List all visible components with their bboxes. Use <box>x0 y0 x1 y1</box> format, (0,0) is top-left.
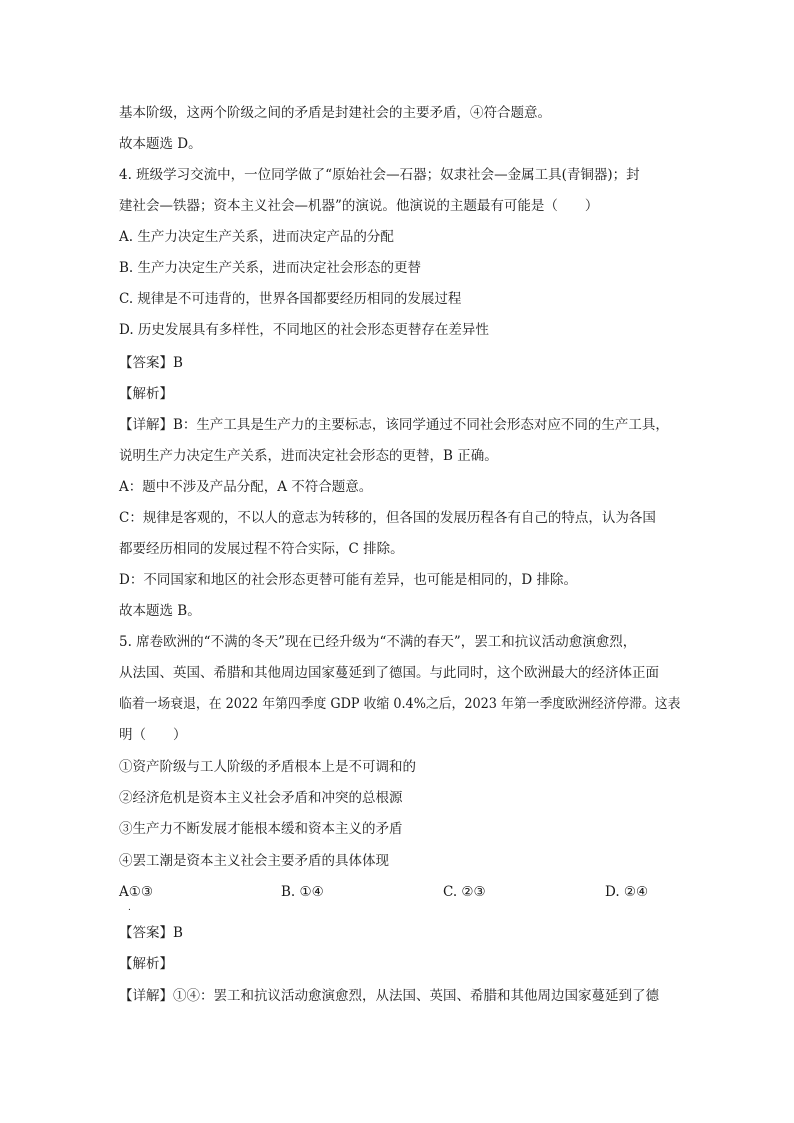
question-5-stem: 临着一场衰退，在 2022 年第四季度 GDP 收缩 0.4%之后，2023 年第一季度欧洲经济停滞。这表 <box>119 696 681 712</box>
option-c: C. 规律是不可违背的，世界各国都要经历相同的发展过程 <box>119 291 462 307</box>
answer-label: 【答案】B <box>119 925 183 941</box>
analysis-label: 【解析】 <box>119 386 173 402</box>
stray-mark: . <box>128 903 131 913</box>
statement-1: ①资产阶级与工人阶级的矛盾根本上是不可调和的 <box>119 759 416 775</box>
text-line: 故本题选 D。 <box>119 136 202 152</box>
explanation-line: 【详解】B：生产工具是生产力的主要标志，该同学通过不同社会形态对应不同的生产工具， <box>119 417 669 433</box>
conclusion-line: 故本题选 B。 <box>119 603 201 619</box>
answer-label: 【答案】B <box>119 355 183 371</box>
question-5-stem: 明（ ） <box>119 727 187 743</box>
explanation-line: C：规律是客观的，不以人的意志为转移的，但各国的发展历程各有自己的特点，认为各国 <box>119 510 656 526</box>
question-5-stem: 从法国、英国、希腊和其他周边国家蔓延到了德国。与此同时，这个欧洲最大的经济体正面 <box>119 665 659 681</box>
explanation-line: A：题中不涉及产品分配，A 不符合题意。 <box>119 479 373 495</box>
explanation-line: 【详解】①④：罢工和抗议活动愈演愈烈，从法国、英国、希腊和其他周边国家蔓延到了德 <box>119 988 659 1004</box>
question-5-stem: 5. 席卷欧洲的“不满的冬天”现在已经升级为“不满的春天”，罢工和抗议活动愈演愈烈， <box>119 634 637 650</box>
option-d: D. 历史发展具有多样性，不同地区的社会形态更替存在差异性 <box>119 322 489 338</box>
text-line: 基本阶级，这两个阶级之间的矛盾是封建社会的主要矛盾，④符合题意。 <box>119 105 551 121</box>
question-4-stem: 4. 班级学习交流中，一位同学做了“原始社会—石器；奴隶社会—金属工具(青铜器)；封 <box>119 167 640 183</box>
option-a: A. 生产力决定生产关系，进而决定产品的分配 <box>119 229 394 245</box>
option-b: B. 生产力决定生产关系，进而决定社会形态的更替 <box>119 260 422 276</box>
statement-3: ③生产力不断发展才能根本缓和资本主义的矛盾 <box>119 821 403 837</box>
choice-a: A①③ <box>119 884 153 900</box>
analysis-label: 【解析】 <box>119 956 173 972</box>
question-4-stem: 建社会—铁器；资本主义社会—机器”的演说。他演说的主题最有可能是（ ） <box>119 198 599 214</box>
choice-b: B. ①④ <box>281 884 324 900</box>
choice-d: D. ②④ <box>605 884 649 900</box>
explanation-line: D：不同国家和地区的社会形态更替可能有差异，也可能是相同的，D 排除。 <box>119 572 577 588</box>
statement-4: ④罢工潮是资本主义社会主要矛盾的具体体现 <box>119 853 389 869</box>
explanation-line: 说明生产力决定生产关系，进而决定社会形态的更替，B 正确。 <box>119 448 498 464</box>
statement-2: ②经济危机是资本主义社会矛盾和冲突的总根源 <box>119 790 403 806</box>
choice-c: C. ②③ <box>443 884 486 900</box>
explanation-line: 都要经历相同的发展过程不符合实际，C 排除。 <box>119 541 404 557</box>
